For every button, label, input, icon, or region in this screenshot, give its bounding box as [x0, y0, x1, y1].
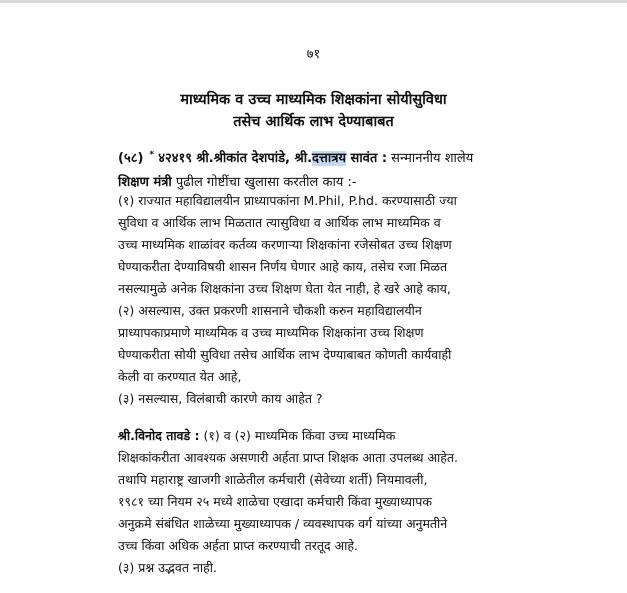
answer-body-line: (३) प्रश्न उद्भवत नाही.	[118, 560, 217, 575]
page-number: ७१	[306, 47, 321, 62]
answer-header	[118, 427, 512, 445]
question-body-line: घेण्याकरीता सोयी सुविधा तसेच आर्थिक लाभ देण्याबाबत कोणती कार्यवाही	[118, 347, 452, 362]
answer-body-line: तथापि महाराष्ट्र खाजगी शाळेतील कर्मचारी (सेवेच्या शर्ती) नियमावली,	[118, 472, 428, 487]
asker-names-rest: सावंत :	[346, 151, 388, 166]
starred-marker: *	[149, 149, 155, 160]
question-id: ४२४१९	[158, 151, 193, 166]
question-body-line: (२) असल्यास, उक्त प्रकरणी शासनाने चौकशी करुन महाविद्यालयीन	[118, 303, 422, 318]
question-body-line: उच्च माध्यमिक शाळांवर कर्तव्य करणाऱ्या शिक्षकांना रजेसोबत उच्च शिक्षण	[118, 237, 452, 252]
question-body-line: घेण्याकरीता देण्याविषयी शासन निर्णय घेणार आहे काय, तसेच रजा मिळत	[118, 259, 448, 274]
addressee: सन्माननीय शालेय	[387, 151, 474, 166]
question-line-2	[118, 172, 508, 190]
top-border	[0, 0, 627, 3]
question-body-line: सुविधा व आर्थिक लाभ मिळतात त्यासुविधा व आर्थिक लाभ माध्यमिक व	[118, 215, 441, 230]
question-body-line: केली वा करण्यात येत आहे,	[118, 369, 242, 384]
question-body-line: नसल्यामुळे अनेक शिक्षकांना उच्च शिक्षण घेता येत नाही, हे खरे आहे काय,	[118, 281, 451, 296]
answer-body-line: अनुक्रमे संबंधित शाळेच्या मुख्याध्यापक / व्यवस्थापक वर्ग यांच्या अनुमतीने	[118, 516, 448, 531]
question-header	[118, 148, 508, 166]
page-title-line-2: तसेच आर्थिक लाभ देण्याबाबत	[233, 114, 394, 130]
question-body-line: प्राध्यापकाप्रमाणे माध्यमिक व उच्च माध्यमिक शिक्षकांना उच्च शिक्षण	[118, 325, 424, 340]
asker-names: श्री.श्रीकांत देशपांडे, श्री.	[196, 151, 313, 166]
question-intro: पुढील गोष्टींचा खुलासा करतील काय :-	[171, 175, 357, 190]
answer-body-line: शिक्षकांकरीता आवश्यक असणारी अर्हता प्राप्त शिक्षक आता उपलब्ध आहेत.	[118, 450, 459, 465]
highlighted-name: दत्तात्रय	[312, 151, 346, 166]
answering-minister: श्री.विनोद तावडे :	[118, 428, 200, 443]
question-serial: (५८)	[118, 151, 144, 166]
minister-title: शिक्षण मंत्री	[118, 175, 172, 190]
answer-first-line: (१) व (२) माध्यमिक किंवा उच्च माध्यमिक	[199, 428, 396, 443]
page-title-line-1: माध्यमिक व उच्च माध्यमिक शिक्षकांना सोयीसुविधा	[180, 92, 447, 108]
answer-body-line: १९८१ च्या नियम २५ मध्ये शाळेचा एखादा कर्मचारी किंवा मुख्याध्यापक	[118, 494, 432, 509]
question-body-line: (१) राज्यात महाविद्यालयीन प्राध्यापकांना M.Phil, P.hd. करण्यासाठी ज्या	[118, 193, 457, 208]
question-body-line: (३) नसल्यास, विलंबाची कारणे काय आहेत ?	[118, 391, 323, 406]
answer-body-line: उच्च किंवा अधिक अर्हता प्राप्त करण्याची तरतूद आहे.	[118, 538, 358, 553]
